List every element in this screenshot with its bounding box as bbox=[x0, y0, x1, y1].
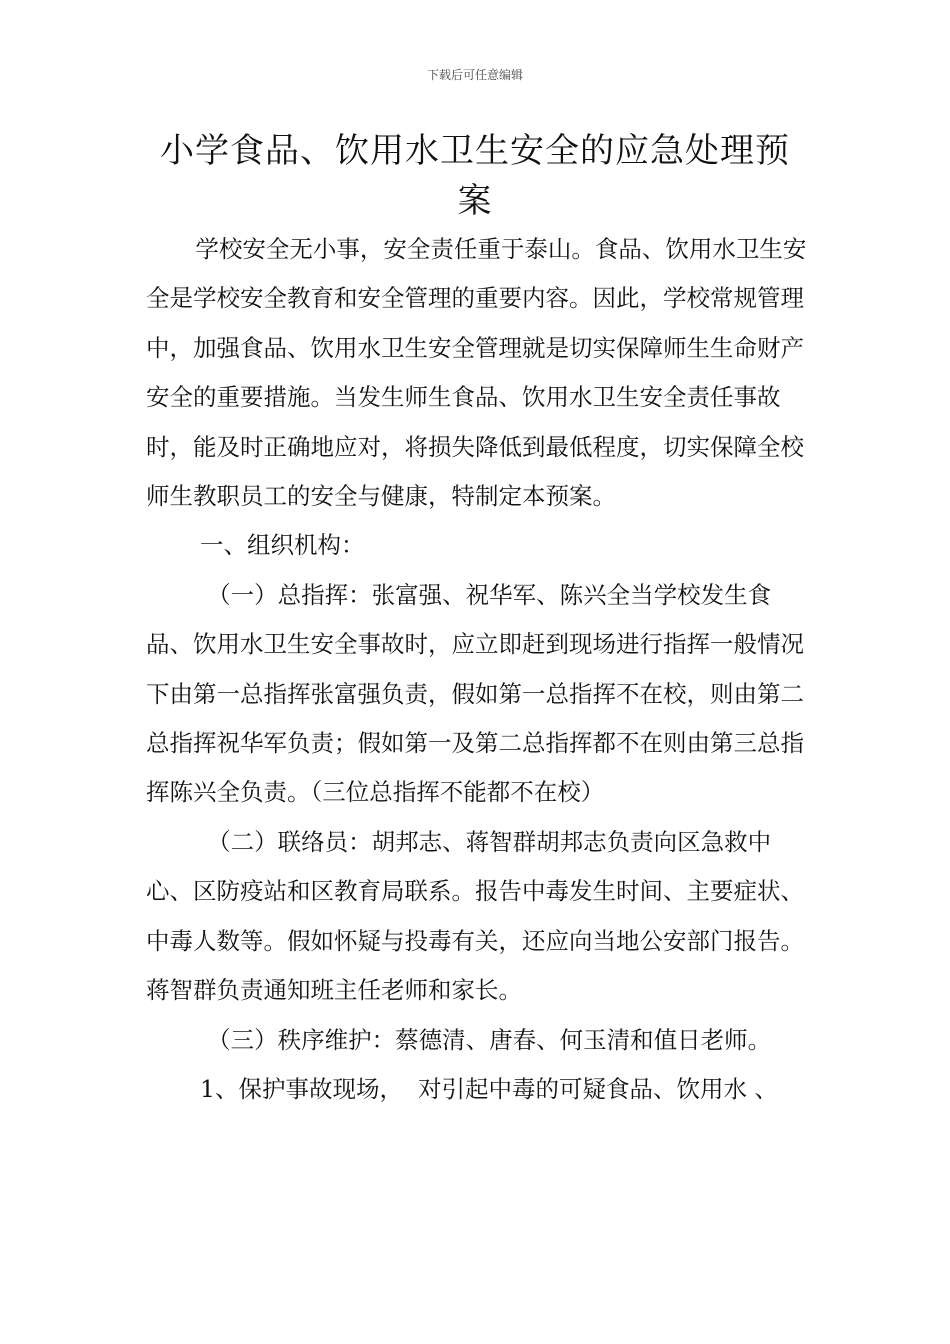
page-title: 小学食品、饮用水卫生安全的应急处理预案 bbox=[160, 131, 790, 221]
item-order-maintenance: （三）秩序维护：蔡德清、唐春、何玉清和值日老师。 bbox=[207, 1025, 772, 1054]
item-commander: （一）总指挥：张富强、祝华军、陈兴全当学校发生食品、饮用水卫生安全事故时，应立即赶到现场进行指挥一般情况下由第一总指挥张富强负责，假如第一总指挥不在校，则由第二总指挥祝华军负责；假如第一及第二总指挥都不在则由第三总指挥陈兴全负责。（三位总指挥不能都不在校） bbox=[146, 580, 804, 807]
document-body bbox=[146, 225, 808, 1114]
header-note: 下载后可任意编辑 bbox=[426, 68, 523, 82]
item-liaison: （二）联络员：胡邦志、蒋智群胡邦志负责向区急救中心、区防疫站和区教育局联系。报告中毒发生时间、主要症状、中毒人数等。假如怀疑与投毒有关，还应向当地公安部门报告。蒋智群负责通知班主任老师和家长。 bbox=[146, 827, 804, 1005]
section-heading-organization: 一、组织机构： bbox=[200, 531, 365, 560]
item-protect-scene: 1、保护事故现场， 对引起中毒的可疑食品、饮用水 、 bbox=[200, 1074, 778, 1103]
intro-paragraph: 学校安全无小事，安全责任重于泰山。食品、饮用水卫生安全是学校安全教育和安全管理的重要内容。因此，学校常规管理中，加强食品、饮用水卫生安全管理就是切实保障师生生命财产安全的重要措施。当发生师生食品、饮用水卫生安全责任事故时，能及时正确地应对，将损失降低到最低程度，切实保障全校师生教职员工的安全与健康，特制定本预案。 bbox=[146, 235, 807, 511]
